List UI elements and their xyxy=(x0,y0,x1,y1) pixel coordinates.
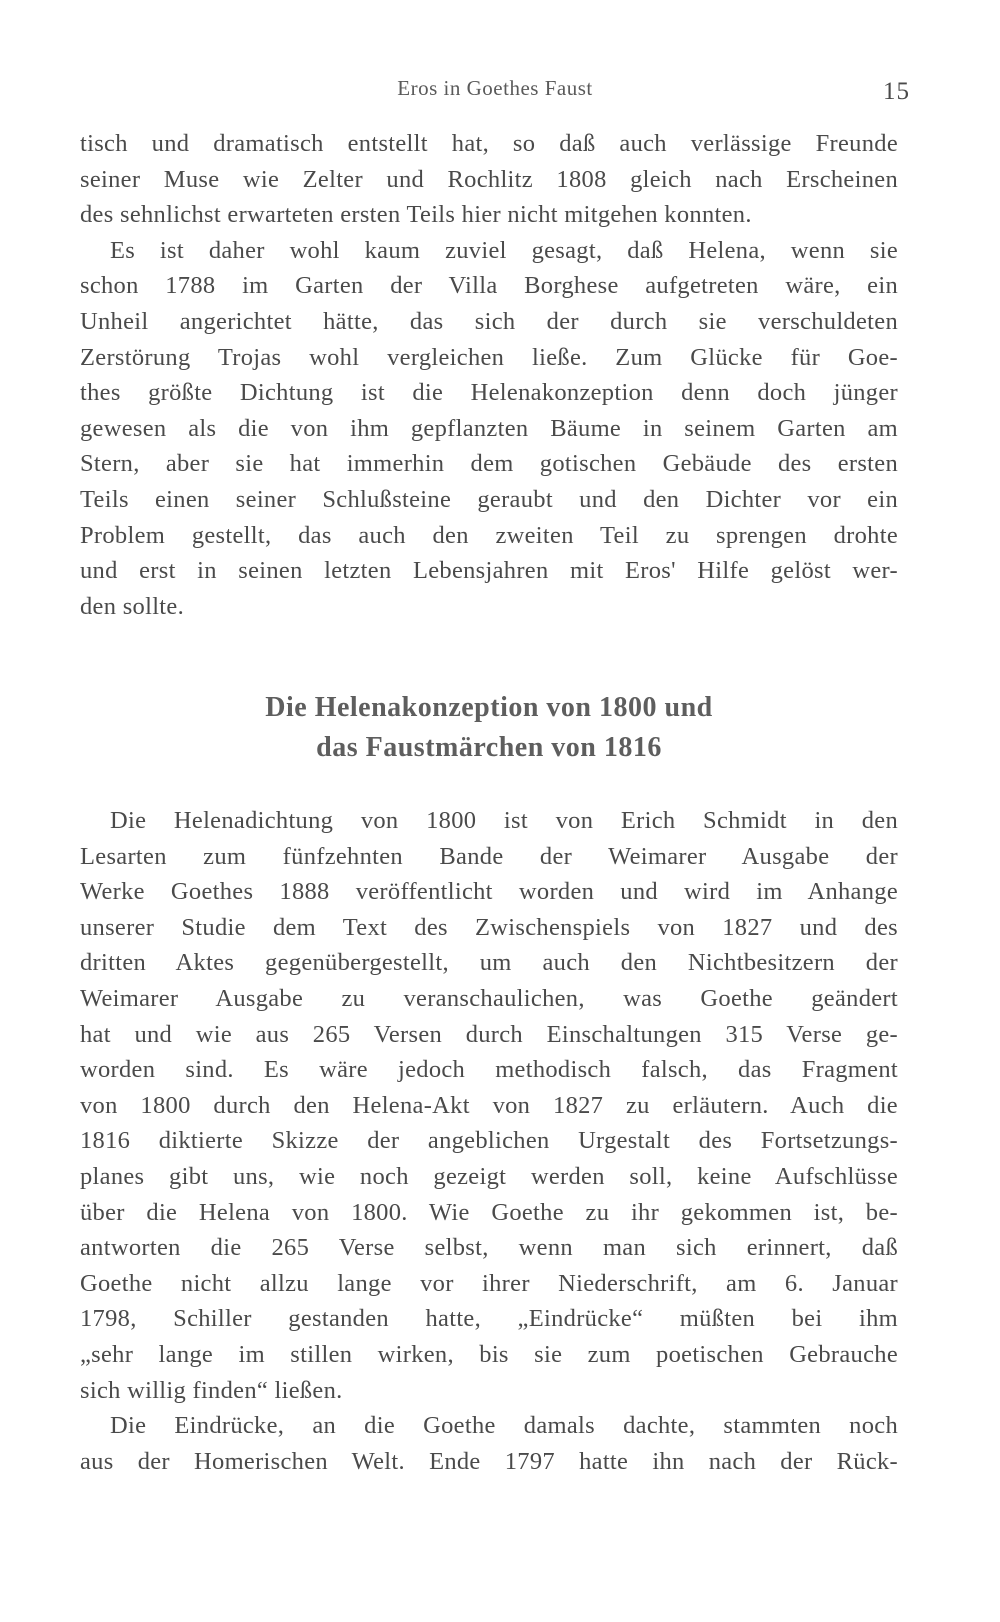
text-line: Teils einen seiner Schlußsteine geraubt und den Dichter vor ein xyxy=(80,485,898,513)
text-line: des sehnlichst erwarteten ersten Teils hier nicht mitgehen konnten. xyxy=(80,201,752,229)
text-line: schon 1788 im Garten der Villa Borghese aufgetreten wäre, ein xyxy=(80,272,898,300)
page-number: 15 xyxy=(883,78,910,105)
text-line: Goethe nicht allzu lange vor ihrer Niederschrift, am 6. Januar xyxy=(80,1269,898,1297)
text-line: seiner Muse wie Zelter und Rochlitz 1808 gleich nach Erscheinen xyxy=(80,165,898,193)
text-line: 1816 diktierte Skizze der angeblichen Urgestalt des Fortsetzungs- xyxy=(80,1127,898,1155)
text-line: Werke Goethes 1888 veröffentlicht worden und wird im Anhange xyxy=(80,878,898,906)
section-heading-line: das Faustmärchen von 1816 xyxy=(316,732,662,763)
text-line: planes gibt uns, wie noch gezeigt werden soll, keine Aufschlüsse xyxy=(80,1162,898,1190)
text-line: dritten Aktes gegenübergestellt, um auch den Nichtbesitzern der xyxy=(80,949,898,977)
text-line: tisch und dramatisch entstellt hat, so daß auch verlässige Freunde xyxy=(80,130,898,157)
text-line: von 1800 durch den Helena-Akt von 1827 zu erläutern. Auch die xyxy=(80,1091,898,1119)
text-line: Die Eindrücke, an die Goethe damals dachte, stammten noch xyxy=(110,1412,898,1440)
text-line: Zerstörung Trojas wohl vergleichen ließe. Zum Glücke für Goe- xyxy=(80,343,898,371)
text-line: 1798, Schiller gestanden hatte, „Eindrücke“ müßten bei ihm xyxy=(80,1305,898,1333)
text-line: Die Helenadichtung von 1800 ist von Erich Schmidt in den xyxy=(110,807,898,834)
text-line: thes größte Dichtung ist die Helenakonzeption denn doch jünger xyxy=(80,379,898,407)
text-line: und erst in seinen letzten Lebensjahren mit Eros' Hilfe gelöst wer- xyxy=(80,557,898,585)
text-line: hat und wie aus 265 Versen durch Einschaltungen 315 Verse ge- xyxy=(80,1020,898,1048)
text-line: worden sind. Es wäre jedoch methodisch falsch, das Fragment xyxy=(80,1056,898,1084)
text-line: Problem gestellt, das auch den zweiten Teil zu sprengen drohte xyxy=(80,521,898,549)
running-head xyxy=(80,76,910,106)
text-line: antworten die 265 Verse selbst, wenn man sich erinnert, daß xyxy=(80,1234,898,1262)
paragraph-top xyxy=(80,126,898,624)
text-line: unserer Studie dem Text des Zwischenspiels von 1827 und des xyxy=(80,913,898,941)
text-line: aus der Homerischen Welt. Ende 1797 hatte ihn nach der Rück- xyxy=(80,1447,898,1475)
running-title: Eros in Goethes Faust xyxy=(397,76,593,100)
paragraph-bottom xyxy=(80,803,898,1479)
section-heading-line: Die Helenakonzeption von 1800 und xyxy=(265,692,713,723)
text-line: Lesarten zum fünfzehnten Bande der Weimarer Ausgabe der xyxy=(80,842,898,870)
text-line: gewesen als die von ihm gepflanzten Bäume in seinem Garten am xyxy=(80,414,898,442)
text-line: sich willig finden“ ließen. xyxy=(80,1376,343,1404)
text-line: Weimarer Ausgabe zu veranschaulichen, was Goethe geändert xyxy=(80,984,898,1012)
text-line: den sollte. xyxy=(80,592,185,620)
section-heading xyxy=(80,688,898,768)
text-line: Stern, aber sie hat immerhin dem gotischen Gebäude des ersten xyxy=(80,450,898,478)
text-line: Unheil angerichtet hätte, das sich der durch sie verschuldeten xyxy=(80,307,898,335)
text-line: über die Helena von 1800. Wie Goethe zu ihr gekommen ist, be- xyxy=(80,1198,898,1226)
text-line: Es ist daher wohl kaum zuviel gesagt, daß Helena, wenn sie xyxy=(110,236,898,264)
text-line: „sehr lange im stillen wirken, bis sie zum poetischen Gebrauche xyxy=(80,1340,898,1368)
